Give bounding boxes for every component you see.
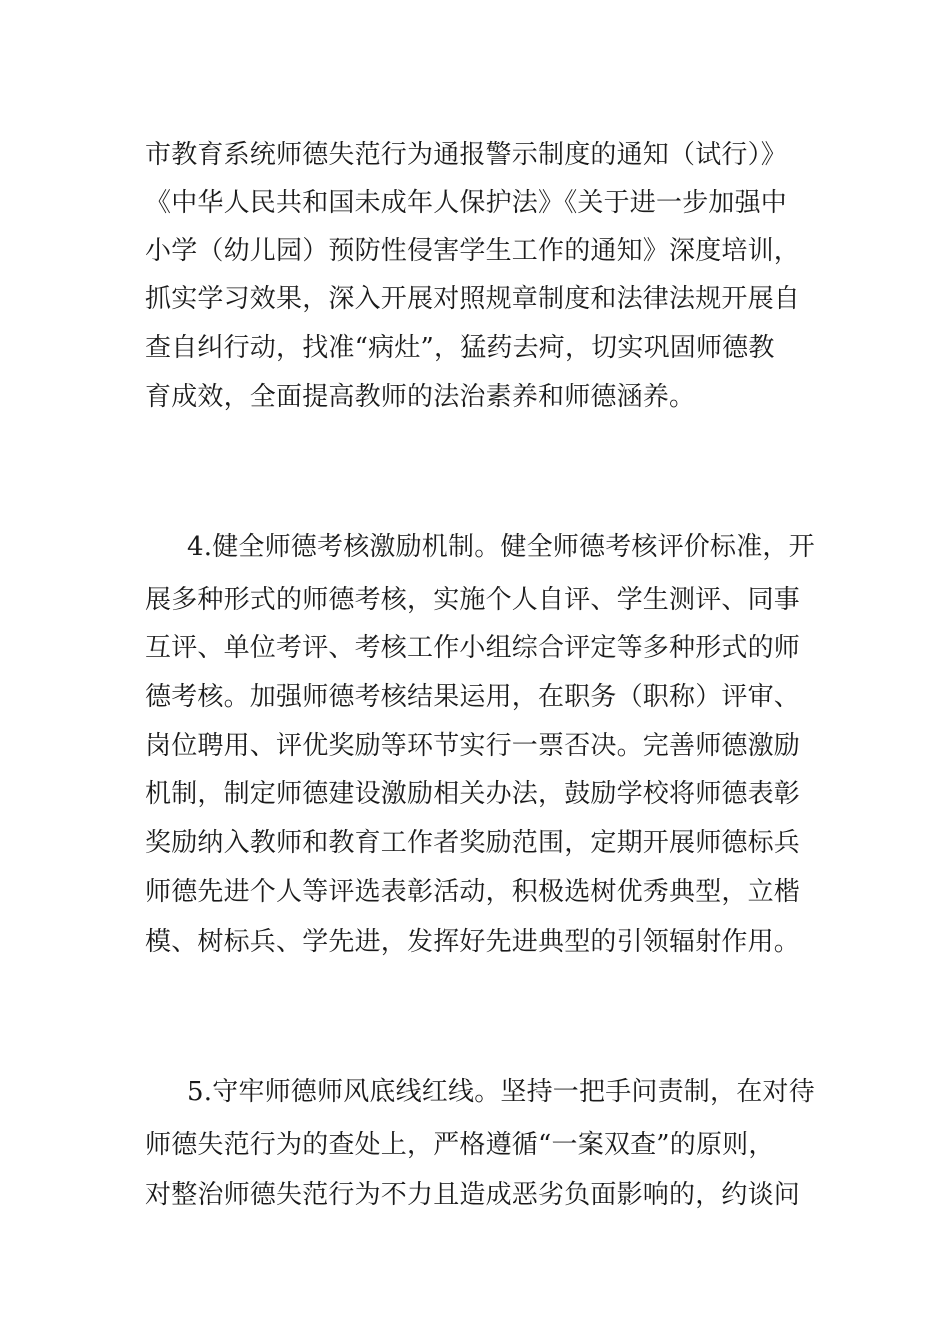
text-line: 互评、单位考评、考核工作小组综合评定等多种形式的师	[145, 633, 801, 663]
text-line: 市教育系统师德失范行为通报警示制度的通知（试行）》	[145, 140, 788, 170]
text-line: 育成效，全面提高教师的法治素养和师德涵养。	[145, 382, 696, 412]
text-line: 岗位聘用、评优奖励等环节实行一票否决。完善师德激励	[145, 731, 801, 761]
text-line: 师德失范行为的查处上，严格遵循“一案双查”的原则，	[145, 1130, 775, 1160]
text-line: 机制，制定师德建设激励相关办法，鼓励学校将师德表彰	[145, 779, 801, 809]
text-line: 抓实学习效果，深入开展对照规章制度和法律法规开展自	[145, 284, 801, 314]
text-line: 对整治师德失范行为不力且造成恶劣负面影响的，约谈问	[145, 1180, 801, 1210]
text-line: 小学（幼儿园）预防性侵害学生工作的通知》深度培训，	[145, 236, 801, 266]
text-line: 展多种形式的师德考核，实施个人自评、学生测评、同事	[145, 585, 801, 615]
text-line: 奖励纳入教师和教育工作者奖励范围，定期开展师德标兵	[145, 828, 801, 858]
text-line: 师德先进个人等评选表彰活动，积极选树优秀典型，立楷	[145, 877, 801, 907]
text-line: 4.健全师德考核激励机制。健全师德考核评价标准，开	[187, 532, 815, 562]
text-line: 德考核。加强师德考核结果运用，在职务（职称）评审、	[145, 682, 801, 712]
text-line: 查自纠行动，找准“病灶”，猛药去疴，切实巩固师德教	[145, 333, 775, 363]
text-line: 5.守牢师德师风底线红线。坚持一把手问责制，在对待	[187, 1077, 815, 1107]
text-line: 模、树标兵、学先进，发挥好先进典型的引领辐射作用。	[145, 927, 801, 957]
text-line: 《中华人民共和国未成年人保护法》《关于进一步加强中	[145, 188, 788, 218]
